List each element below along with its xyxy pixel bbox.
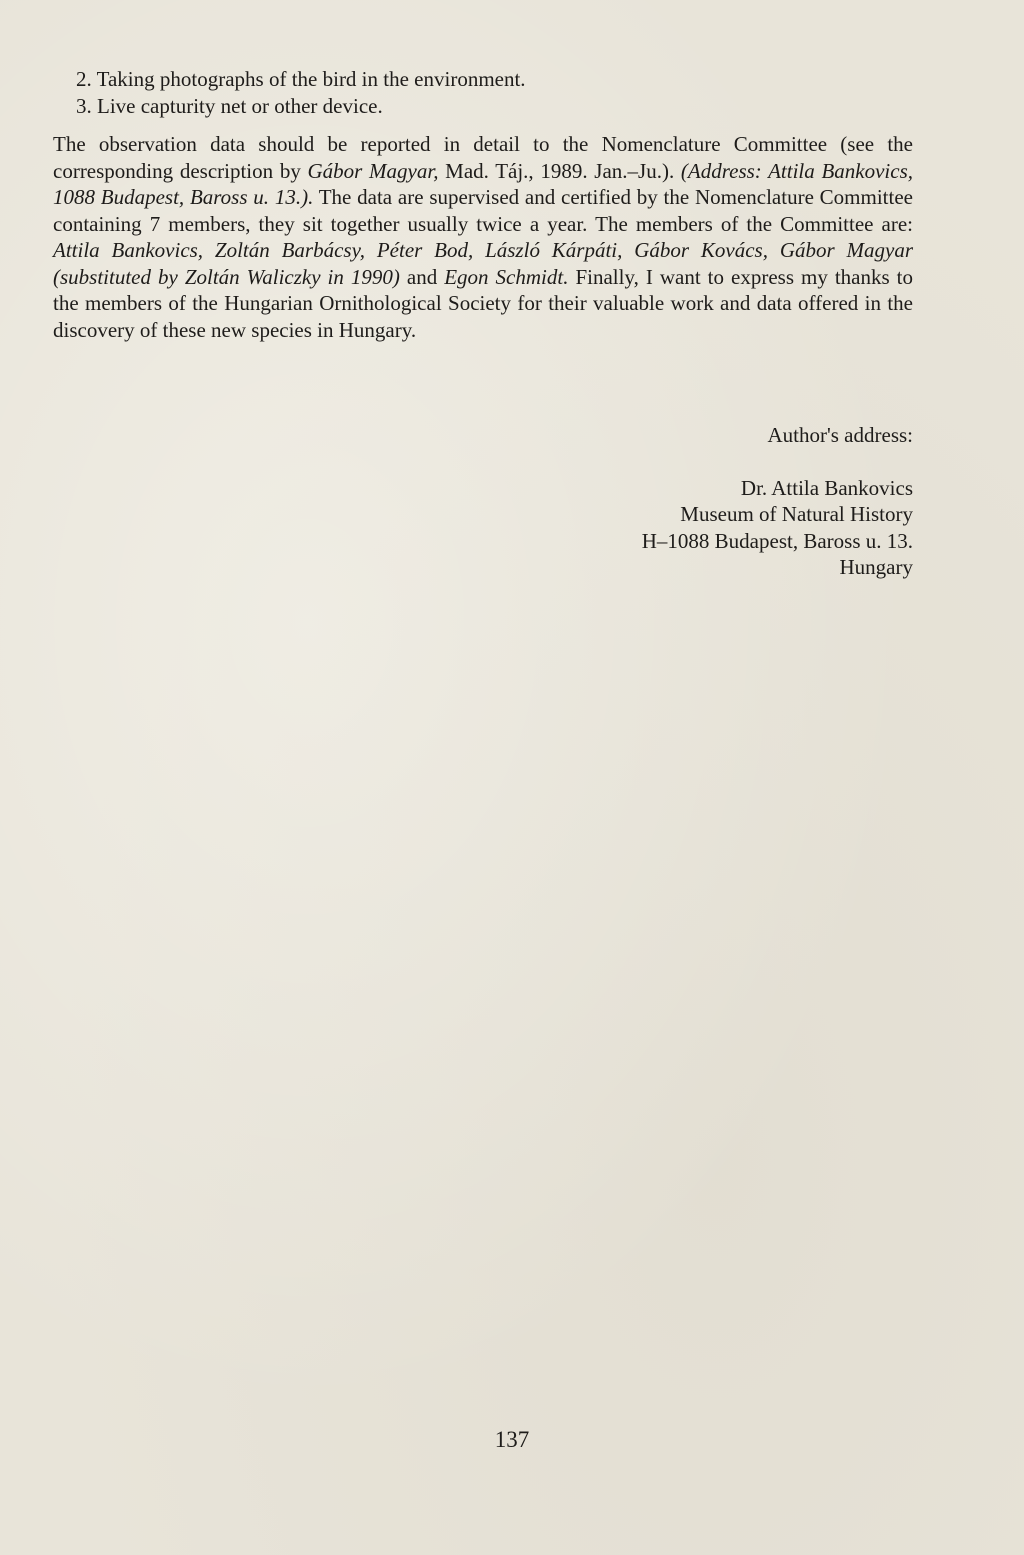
paragraph-text: Finally, I want to express my thanks to the members of the Hungarian Ornithological Society for their valuable work and data offered in the discovery of these new species in Hungary. <box>53 264 914 342</box>
paragraph-text: and <box>399 264 445 289</box>
address-line: Museum of Natural History <box>680 502 913 526</box>
list-item: 2. Taking photographs of the bird in the environment. <box>76 67 526 91</box>
paragraph-italic-name: Gábor Magyar, <box>307 158 439 183</box>
list-item: 3. Live capturity net or other device. <box>76 93 383 118</box>
numbered-list <box>76 66 912 119</box>
address-heading: Author's address: <box>767 423 913 447</box>
paragraph-italic-name: Egon Schmidt. <box>444 264 569 289</box>
paragraph-text: Mad. Táj., 1989. Jan.–Ju.). <box>438 158 681 183</box>
paragraph-text: The data are supervised and certified by the Nomenclature Committee containing 7 members, they sit together usually twice a year. The members of the Committee are: <box>53 185 913 236</box>
page-number: 137 <box>494 1427 530 1452</box>
address-line: Dr. Attila Bankovics <box>740 475 913 500</box>
address-line: H–1088 Budapest, Baross u. 13. <box>641 528 913 553</box>
paragraph-italic-address: (Address: Attila Bankovics, 1088 Budapest, Baross u. 13.). <box>53 158 913 209</box>
paragraph-italic-members: Attila Bankovics, Zoltán Barbácsy, Péter Bod, László Kárpáti, Gábor Kovács, Gábor Magyar (substituted by Zoltán Waliczky in 1990) <box>53 238 913 289</box>
body-paragraph <box>53 131 913 343</box>
author-address <box>642 422 913 581</box>
paragraph-text: The observation data should be reported in detail to the Nomenclature Committee (see the corresponding description by <box>53 132 913 183</box>
address-line: Hungary <box>839 555 913 579</box>
